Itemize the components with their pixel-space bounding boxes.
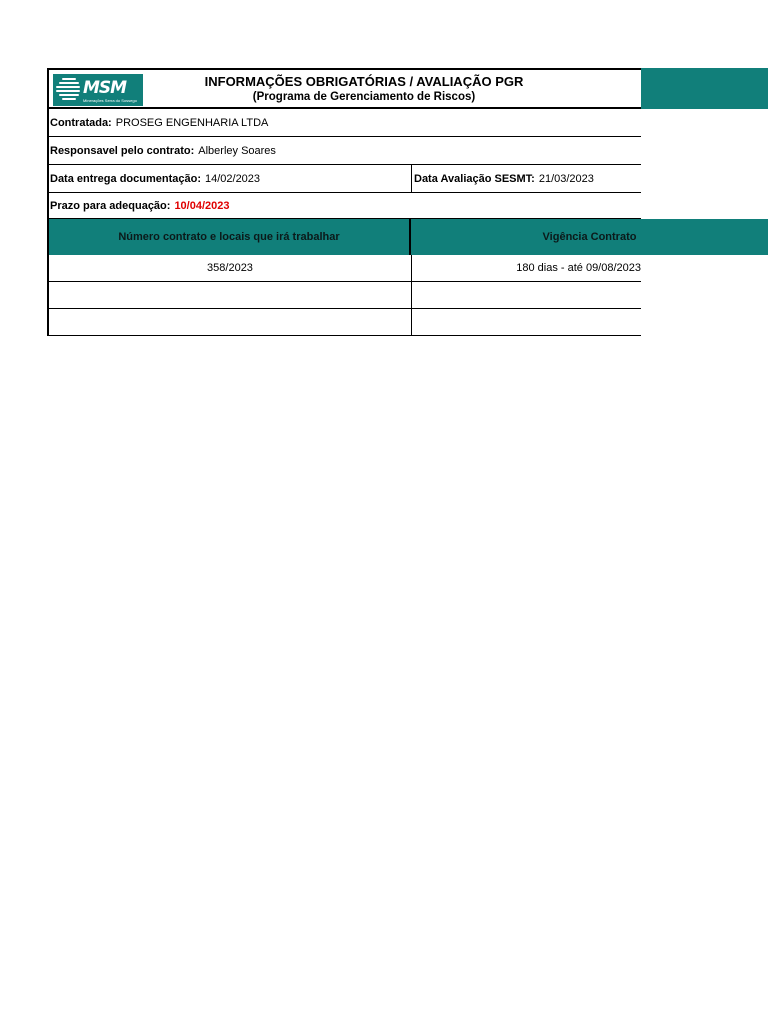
datas-row [47,165,641,193]
entrega-cell [49,165,412,192]
contratada-label: Contratada: [50,116,112,129]
responsavel-value: Alberley Soares [198,144,276,157]
form-header [47,68,768,109]
table-row [47,309,641,336]
responsavel-label: Responsavel pelo contrato: [50,144,195,157]
entrega-label: Data entrega documentação: [50,172,201,185]
prazo-row [47,193,641,219]
form-subtitle: (Programa de Gerenciamento de Riscos) [252,91,476,103]
prazo-cell [49,193,230,218]
avaliacao-label: Data Avaliação SESMT: [414,172,535,185]
prazo-value: 10/04/2023 [174,199,230,212]
header-accent [641,68,768,109]
prazo-label: Prazo para adequação: [50,199,171,212]
avaliacao-value: 21/03/2023 [538,172,594,185]
header-title-cell [47,68,641,109]
column-header-contrato: Número contrato e locais que irá trabalhar [47,219,411,255]
company-logo [53,74,143,106]
table-row [47,282,641,309]
responsavel-cell [49,137,276,164]
contrato-cell [49,309,412,335]
contrato-cell: 358/2023 [49,255,412,281]
vigencia-cell: 180 dias - até 09/08/2023 [516,262,641,274]
contrato-cell [49,282,412,308]
column-header-vigencia: Vigência Contrato [411,219,768,255]
contratada-row [47,109,641,137]
vigencia-cell [412,309,643,335]
vigencia-cell [412,282,643,308]
table-row [47,255,641,282]
form-title: INFORMAÇÕES OBRIGATÓRIAS / AVALIAÇÃO PGR [204,74,524,89]
entrega-value: 14/02/2023 [204,172,261,185]
responsavel-row [47,137,641,165]
logo-brand: MSM [83,78,127,98]
contratada-value: PROSEG ENGENHARIA LTDA [115,116,269,129]
logo-tagline: Minerações Serra do Sossego [83,98,137,103]
logo-lines-icon [56,78,82,102]
avaliacao-cell [413,165,594,192]
contratada-cell [49,109,268,136]
